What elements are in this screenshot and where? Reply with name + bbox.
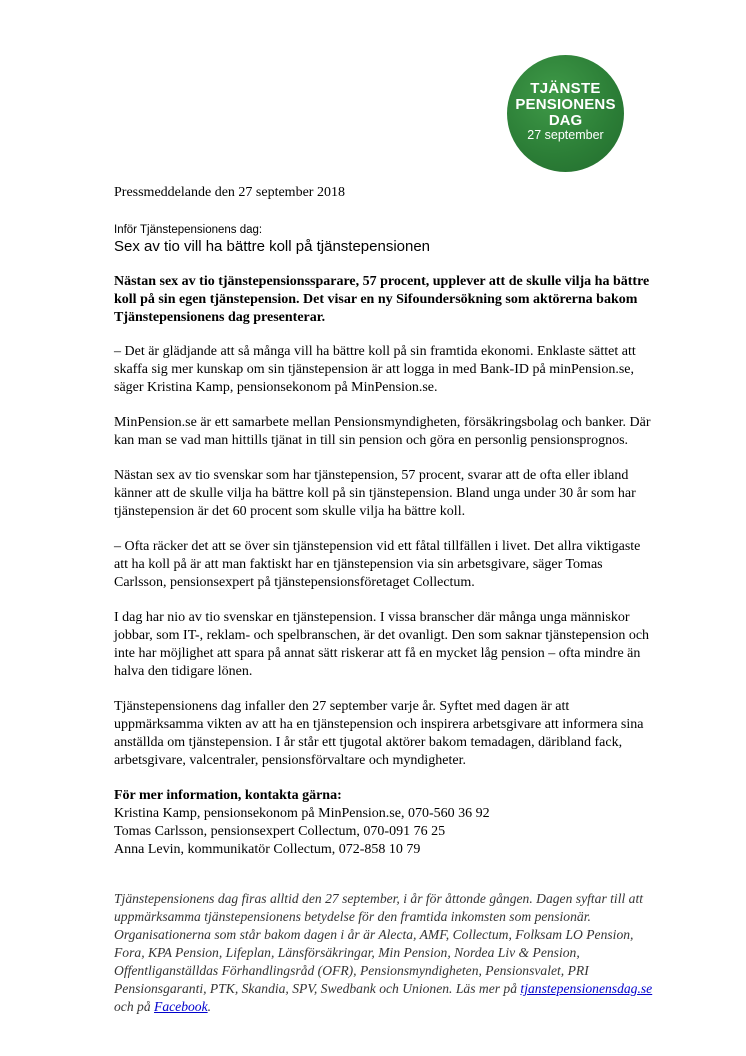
lead-paragraph: Nästan sex av tio tjänstepensionssparare, 57 procent, upplever att de skulle vilja ha bättre koll på sin egen tjänstepension. Det visar en ny Sifoundersökning som aktörerna bakom Tjänstepensionens dag presenterar. [114,274,650,325]
contact-section [114,787,654,859]
logo-line-1: TJÄNSTE [530,80,601,97]
paragraph: – Det är glädjande att så många vill ha bättre koll på sin framtida ekonomi. Enklaste sättet att skaffa sig mer kunskap om sin tjänstepension är att logga in med Bank-ID på minPension.se, säger Kristina Kamp, pensionsekonom på MinPension.se. [114,344,636,395]
footer-end: . [207,999,212,1014]
press-release-body [114,184,654,1016]
footer-text: Tjänstepensionens dag firas alltid den 27 september, i år för åttonde gången. Dagen syftar till att uppmärksamma tjänstepensionens betydelse för den framtida inkomsten som pensionär. Organisationerna som står bakom dagen i år är Alecta, AMF, Collectum, Folksam LO Pension, Fora, KPA Pension, Lifeplan, Länsförsäkringar, Min Pension, Nordea Liv & Pension, Offentliganställdas Förhandlingsråd (OFR), Pensionsmyndigheten, Pensionsvalet, PRI Pensionsgaranti, PTK, Skandia, SPV, Swedbank och Unionen. Läs mer på [114,891,644,996]
release-date: Pressmeddelande den 27 september 2018 [114,185,345,200]
contact-line: Anna Levin, kommunikatör Collectum, 072-858 10 79 [114,842,421,857]
paragraph: MinPension.se är ett samarbete mellan Pensionsmyndigheten, försäkringsbolag och banker. Där kan man se vad man hittills tjänat in till sin pension och göra en personlig pensionsprognos. [114,415,651,448]
footer-mid-text: och på [114,999,151,1014]
tjanstepensionens-dag-logo [507,55,624,172]
pre-title: Inför Tjänstepensionens dag: [114,224,263,236]
headline: Sex av tio vill ha bättre koll på tjänstepensionen [114,238,431,255]
contact-line: Kristina Kamp, pensionsekonom på MinPension.se, 070-560 36 92 [114,806,490,821]
logo-line-3: DAG [548,112,583,129]
facebook-link[interactable]: Facebook [154,999,208,1014]
paragraph: Nästan sex av tio svenskar som har tjänstepension, 57 procent, svarar att de ofta eller ibland känner att de skulle vilja ha bättre koll på sin tjänstepension. Bland unga under 30 år som har tjänstepension är det 60 procent som skulle vilja ha bättre koll. [114,468,636,519]
contact-line: Tomas Carlsson, pensionsexpert Collectum, 070-091 76 25 [114,824,446,839]
paragraph: I dag har nio av tio svenskar en tjänstepension. I vissa branscher där många unga människor jobbar, som IT-, reklam- och spelbranschen, är det ovanligt. Den som saknar tjänstepension och inte har möjlighet att spara på annat sätt riskerar att få en mycket låg pension – ofta mindre än halva den tidigare lönen. [114,610,650,679]
contact-heading: För mer information, kontakta gärna: [114,788,342,803]
paragraph: Tjänstepensionens dag infaller den 27 september varje år. Syftet med dagen är att uppmärksamma vikten av att ha en tjänstepension och inspirera arbetsgivare att informera sina anställda om tjänstepension. I år står ett tjugotal aktörer bakom temadagen, däribland fack, arbetsgivare, valcentraler, pensionsförvaltare och myndigheter. [114,699,644,768]
footer-note [114,890,654,1016]
logo-line-4: 27 september [527,128,604,142]
logo-line-2: PENSIONENS [515,96,616,113]
website-link[interactable]: tjanstepensionensdag.se [520,981,653,996]
paragraph: – Ofta räcker det att se över sin tjänstepension vid ett fåtal tillfällen i livet. Det allra viktigaste att ha koll på är att man faktiskt har en tjänstepension via sin arbetsgivare, säger Tomas Carlsson, pensionsexpert på tjänstepensionsföretaget Collectum. [114,539,641,590]
